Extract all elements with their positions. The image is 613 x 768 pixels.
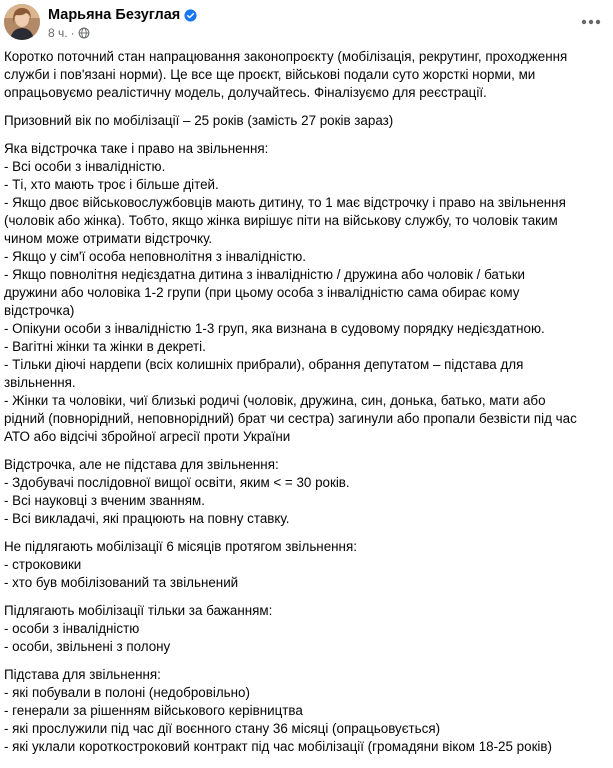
paragraph-intro xyxy=(4,48,608,102)
post-text xyxy=(4,48,608,764)
list-item: - хто був мобілізований та звільнений xyxy=(4,575,239,590)
list-item: - Тільки діючі нардепи (всіх колишніх прибрали), обрання депутатом – підстава для xyxy=(4,357,524,372)
post-header xyxy=(0,0,613,44)
post-time[interactable]: 8 ч. xyxy=(48,26,68,40)
text-line: Призовний вік по мобілізації – 25 років (замість 27 років зараз) xyxy=(4,113,394,128)
section-heading: Підстава для звільнення: xyxy=(4,667,161,682)
section-heading: Яка відстрочка таке і право на звільнення: xyxy=(4,141,269,156)
section-heading: Відстрочка, але не підстава для звільнення: xyxy=(4,457,279,472)
list-item: - які уклали короткостроковий контракт під час мобілізації (громадяни віком 18-25 років) xyxy=(4,739,552,754)
list-item: - Всі особи з інвалідністю. xyxy=(4,159,166,174)
list-item: - особи з інвалідністю xyxy=(4,621,140,636)
paragraph-deferment-and-discharge xyxy=(4,140,608,446)
list-item: - генерали за рішенням військового керівництва xyxy=(4,703,303,718)
avatar-image xyxy=(4,4,40,40)
list-item: (чоловік або жінка). Тобто, якщо жінка вирішує піти на військову службу, то чоловік таким xyxy=(4,213,558,228)
list-item: чином може отримати відстрочку. xyxy=(4,231,213,246)
section-heading: Не підлягають мобілізації 6 місяців протягом звільнення: xyxy=(4,539,357,554)
more-options-icon xyxy=(581,19,601,25)
section-heading: Підлягають мобілізації тільки за бажанням: xyxy=(4,603,273,618)
list-item: - які побували в полоні (недобровільно) xyxy=(4,685,250,700)
verified-badge-icon xyxy=(184,9,197,22)
list-item: - строковики xyxy=(4,557,82,572)
list-item: звільнення. xyxy=(4,375,76,390)
paragraph-draft-age xyxy=(4,112,608,130)
more-options-button[interactable] xyxy=(575,6,607,38)
list-item: - особи, звільнені з полону xyxy=(4,639,171,654)
list-item: - Ті, хто мають троє і більше дітей. xyxy=(4,177,219,192)
list-item: - Якщо двоє військовослужбовців мають дитину, то 1 має відстрочку і право на звільнення xyxy=(4,195,566,210)
author-line xyxy=(48,7,197,23)
paragraph-deferment-only xyxy=(4,456,608,528)
text-line: опрацьовуємо реалістичну модель, долучайтесь. Фіналізуємо для реєстрації. xyxy=(4,85,487,100)
author-name[interactable]: Марьяна Безуглая xyxy=(48,7,181,23)
list-item: АТО або відсічі збройної агресії проти України xyxy=(4,429,291,444)
list-item: - Всі викладачі, які працюють на повну ставку. xyxy=(4,511,290,526)
list-item: - Здобувачі послідовної вищої освіти, яким < = 30 років. xyxy=(4,475,350,490)
post-meta xyxy=(48,26,90,40)
list-item: - Якщо повнолітня недієздатна дитина з інвалідністю / дружина або чоловік / батьки xyxy=(4,267,526,282)
paragraph-voluntary-only xyxy=(4,602,608,656)
paragraph-discharge-grounds xyxy=(4,666,608,756)
list-item: - Всі науковці з вченим званням. xyxy=(4,493,205,508)
list-item: - Вагітні жінки та жінки в декреті. xyxy=(4,339,206,354)
list-item: - які прослужили під час дії воєнного стану 36 місяці (опрацьовується) xyxy=(4,721,441,736)
text-line: служби і пов'язані норми). Це все ще проєкт, військові подали суто жорсткі норми, ми xyxy=(4,67,536,82)
paragraph-not-subject-6-months xyxy=(4,538,608,592)
list-item: - Якщо у сім'ї особа неповнолітня з інвалідністю. xyxy=(4,249,306,264)
meta-separator: · xyxy=(70,26,75,40)
globe-icon xyxy=(78,27,90,39)
list-item: дружини або чоловіка 1-2 групи (при цьому особа з інвалідністю сама обирає кому xyxy=(4,285,520,300)
list-item: рідний (повнорідний, неповнорідний) брат чи сестра) загинули або пропали безвісти під час xyxy=(4,411,577,426)
text-line: Коротко поточний стан напрацювання законопроєкту (мобілізація, рекрутинг, проходження xyxy=(4,49,568,64)
list-item: відстрочка) xyxy=(4,303,75,318)
author-avatar[interactable] xyxy=(4,4,40,40)
list-item: - Жінки та чоловіки, чиї близькі родичі (чоловік, дружина, син, донька, батько, мати або xyxy=(4,393,546,408)
list-item: - Опікуни особи з інвалідністю 1-3 груп, яка визнана в судовому порядку недієздатною. xyxy=(4,321,545,336)
